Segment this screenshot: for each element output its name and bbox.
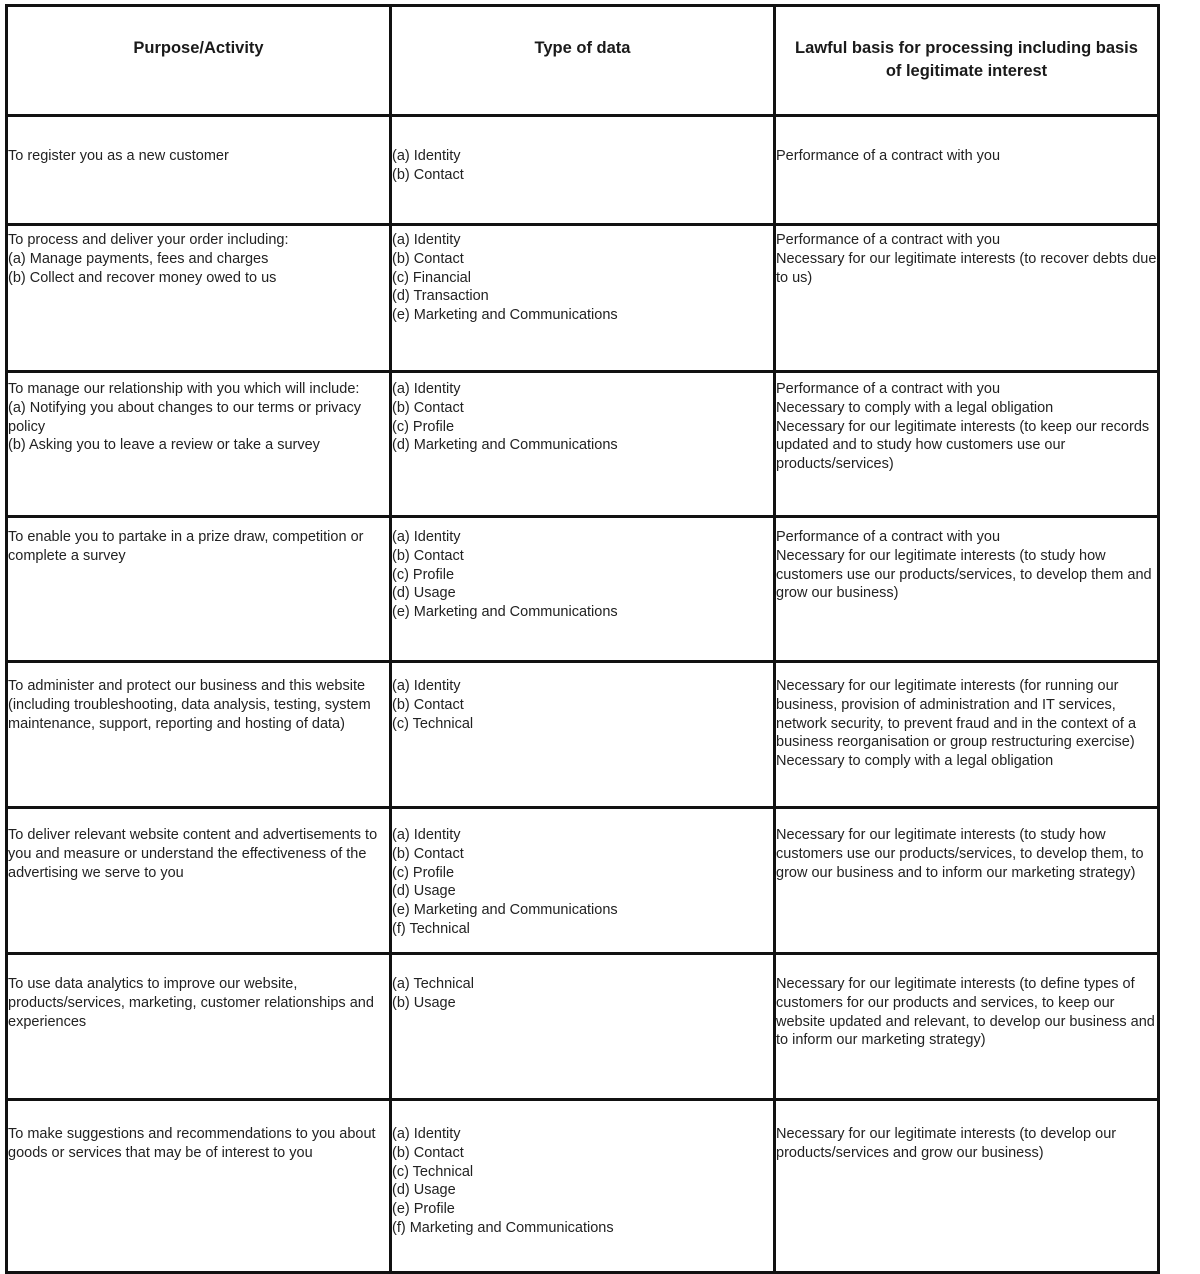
cell-line: To use data analytics to improve our website, products/services, marketing, customer relationships and experiences — [8, 976, 374, 1030]
cell-line: To administer and protect our business and this website (including troubleshooting, data analysis, testing, system maintenance, support, reporting and hosting of data) — [8, 678, 371, 732]
cell-line: (c) Profile — [392, 418, 455, 435]
table-row — [7, 116, 1159, 225]
cell-line: (f) Marketing and Communications — [392, 1219, 614, 1236]
cell-line: (b) Contact — [392, 399, 464, 416]
table-row — [7, 1100, 1159, 1273]
cell-line: (d) Marketing and Communications — [392, 437, 618, 454]
purpose-cell — [7, 954, 391, 1100]
lawful-basis-cell — [775, 954, 1159, 1100]
cell-line: (b) Contact — [392, 547, 464, 564]
data-type-cell — [391, 954, 775, 1100]
cell-line: Necessary for our legitimate interests (to study how customers use our products/services, to develop them and grow our business) — [776, 547, 1152, 602]
cell-line: Necessary for our legitimate interests (for running our business, provision of administration and IT services, network security, to prevent fraud and in the context of a business reorganisation or group restructuring exercise) — [776, 678, 1137, 751]
cell-line: (d) Usage — [392, 1182, 456, 1199]
cell-line: To make suggestions and recommendations to you about goods or services that may be of interest to you — [8, 1126, 376, 1161]
cell-line: (a) Identity — [392, 232, 461, 248]
cell-line: (b) Contact — [392, 250, 464, 267]
cell-line: (b) Usage — [392, 994, 456, 1011]
cell-line: Necessary to comply with a legal obligation — [776, 753, 1054, 770]
cell-line: (f) Technical — [392, 920, 470, 937]
cell-line: Necessary for our legitimate interests (to recover debts due to us) — [776, 250, 1157, 286]
cell-line: Performance of a contract with you — [776, 232, 1001, 248]
purpose-cell — [7, 225, 391, 372]
cell-line: (a) Manage payments, fees and charges — [8, 250, 269, 267]
cell-line: (d) Usage — [392, 883, 456, 900]
cell-line: (e) Profile — [392, 1201, 455, 1218]
purpose-cell — [7, 662, 391, 808]
cell-line: Necessary to comply with a legal obligation — [776, 399, 1054, 416]
cell-line: (b) Asking you to leave a review or take a survey — [8, 437, 320, 454]
cell-line: Necessary for our legitimate interests (to define types of customers for our products and services, to keep our website updated and relevant, to develop our business and to inform our marketing strategy) — [776, 976, 1155, 1049]
table-row — [7, 225, 1159, 372]
table-row — [7, 662, 1159, 808]
lawful-basis-cell — [775, 372, 1159, 517]
table-row — [7, 372, 1159, 517]
cell-line: (c) Profile — [392, 864, 455, 881]
cell-line: (e) Marketing and Communications — [392, 604, 618, 621]
cell-line: (a) Technical — [392, 976, 474, 992]
lawful-basis-cell — [775, 808, 1159, 954]
column-header-label: Type of data — [534, 39, 631, 57]
cell-line: Performance of a contract with you — [776, 529, 1001, 545]
column-header-type-of-data — [391, 6, 775, 116]
cell-line: (a) Identity — [392, 678, 461, 694]
cell-line: (c) Technical — [392, 715, 474, 732]
lawful-basis-table — [5, 4, 1160, 1274]
cell-line: Necessary for our legitimate interests (to develop our products/services and grow our business) — [776, 1126, 1117, 1161]
cell-line: (b) Contact — [392, 845, 464, 862]
column-header-lawful-basis — [775, 6, 1159, 116]
cell-line: Necessary for our legitimate interests (to study how customers use our products/services, to develop them, to grow our business and to inform our marketing strategy) — [776, 827, 1144, 881]
table-row — [7, 517, 1159, 662]
cell-line: Performance of a contract with you — [776, 148, 1001, 164]
cell-line: (a) Notifying you about changes to our terms or privacy policy — [8, 399, 361, 435]
table-row — [7, 954, 1159, 1100]
data-type-cell — [391, 808, 775, 954]
cell-line: (a) Identity — [392, 148, 461, 164]
cell-line: (a) Identity — [392, 381, 461, 397]
data-type-cell — [391, 1100, 775, 1273]
purpose-cell — [7, 517, 391, 662]
lawful-basis-cell — [775, 116, 1159, 225]
data-type-cell — [391, 517, 775, 662]
cell-line: (a) Identity — [392, 827, 461, 843]
cell-line: (c) Profile — [392, 566, 455, 583]
lawful-basis-cell — [775, 517, 1159, 662]
cell-line: (c) Technical — [392, 1163, 474, 1180]
column-header-label: Lawful basis for processing including basis of legitimate interest — [795, 39, 1138, 80]
cell-line: (d) Usage — [392, 585, 456, 602]
cell-line: To deliver relevant website content and advertisements to you and measure or understand the effectiveness of the advertising we serve to you — [8, 827, 378, 881]
cell-line: (e) Marketing and Communications — [392, 902, 618, 919]
purpose-cell — [7, 372, 391, 517]
purpose-cell — [7, 808, 391, 954]
table-header-row — [7, 6, 1159, 116]
cell-line: To enable you to partake in a prize draw, competition or complete a survey — [8, 529, 364, 564]
cell-line: (b) Collect and recover money owed to us — [8, 269, 277, 286]
table-row — [7, 808, 1159, 954]
cell-line: (b) Contact — [392, 1144, 464, 1161]
data-type-cell — [391, 225, 775, 372]
lawful-basis-cell — [775, 662, 1159, 808]
cell-line: (c) Financial — [392, 269, 471, 286]
cell-line: (a) Identity — [392, 1126, 461, 1142]
cell-line: (e) Marketing and Communications — [392, 307, 618, 324]
purpose-cell — [7, 1100, 391, 1273]
lawful-basis-cell — [775, 1100, 1159, 1273]
data-type-cell — [391, 116, 775, 225]
cell-line: (b) Contact — [392, 166, 464, 183]
cell-line: To manage our relationship with you which will include: — [8, 381, 360, 397]
cell-line: (d) Transaction — [392, 288, 489, 305]
column-header-purpose — [7, 6, 391, 116]
cell-line: (a) Identity — [392, 529, 461, 545]
cell-line: Performance of a contract with you — [776, 381, 1001, 397]
column-header-label: Purpose/Activity — [133, 39, 264, 57]
lawful-basis-cell — [775, 225, 1159, 372]
data-type-cell — [391, 662, 775, 808]
cell-line: To register you as a new customer — [8, 148, 229, 164]
cell-line: To process and deliver your order including: — [8, 232, 289, 248]
cell-line: (b) Contact — [392, 696, 464, 713]
cell-line: Necessary for our legitimate interests (to keep our records updated and to study how customers use our products/services) — [776, 418, 1150, 473]
data-type-cell — [391, 372, 775, 517]
purpose-cell — [7, 116, 391, 225]
table-body — [7, 116, 1159, 1273]
